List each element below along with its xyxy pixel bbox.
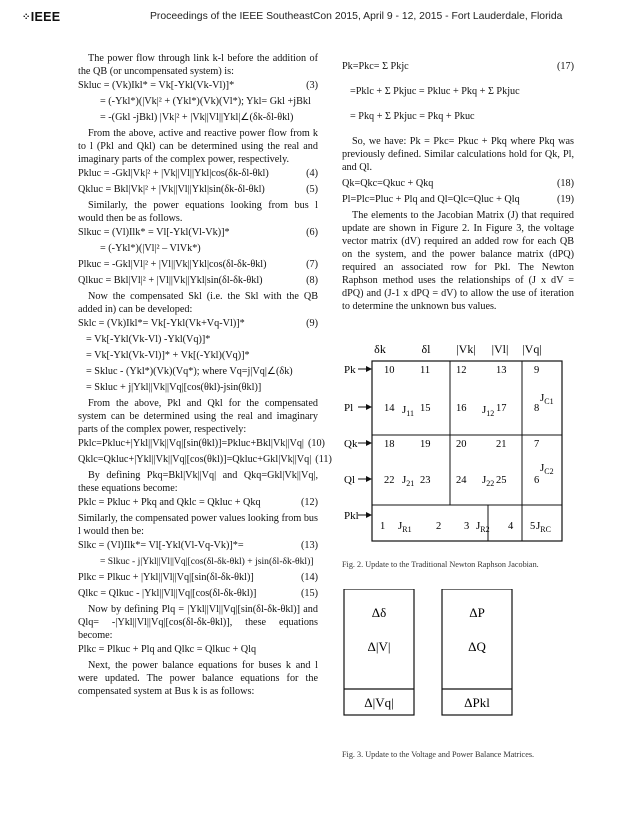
paragraph: From the above, Pkl and Qkl for the compensated system can be determined using the real and imaginary parts of the complex power, respectively: bbox=[78, 398, 318, 435]
voltage-power-matrices bbox=[342, 589, 574, 744]
paragraph: Next, the power balance equations for buses k and l were updated. The power balance equations for the compensated system at Bus k is as follows: bbox=[78, 660, 318, 697]
dpq-vector-entry: ΔPkl bbox=[464, 695, 490, 710]
equation-3: Skluc = (Vk)Ikl* = Vk[-Ykl(Vk-Vl)]* (3) bbox=[78, 80, 318, 91]
paragraph: So, we have: Pk = Pkc= Pkuc + Pkq where Pkq was previously defined. Similar calculations hold for Qk, Pl, and Ql. bbox=[342, 136, 574, 173]
column-label: |Vl| bbox=[491, 342, 509, 356]
equation-9: Sklc = (Vk)Ikl*= Vk[-Ykl(Vk+Vq-Vl)]* (9) bbox=[78, 318, 318, 329]
equation-6: Slkuc = (Vl)Ilk* = Vl[-Ykl(Vl-Vk)]* (6) bbox=[78, 227, 318, 238]
equation-19: Pl=Plc=Pluc + Plq and Ql=Qlc=Qluc + Qlq (19) bbox=[342, 194, 574, 205]
equation-7: Plkuc = -Gkl|Vl|² + |Vl||Vk||Ykl|cos(δl-δk-θkl) (7) bbox=[78, 259, 318, 270]
paragraph: Now the compensated Skl (i.e. the Skl with the QB added in) can be developed: bbox=[78, 291, 318, 315]
page-header bbox=[0, 10, 638, 30]
jacobian-cell: 13 bbox=[496, 365, 507, 376]
arrow-head bbox=[366, 476, 372, 482]
equation-line: = Vk[-Ykl(Vk-Vl)]* + Vk[(-Ykl)(Vq)]* bbox=[86, 350, 250, 361]
arrow-head bbox=[366, 366, 372, 372]
row-label: Pl bbox=[344, 402, 354, 414]
dpq-vector-entry: ΔQ bbox=[468, 639, 486, 654]
jacobian-cell: 9 bbox=[534, 365, 540, 376]
jacobian-cell: 21 bbox=[496, 439, 507, 450]
block-label: $J_{R1}$ bbox=[398, 520, 412, 534]
jacobian-cell: 11 bbox=[420, 365, 431, 376]
paragraph: From the above, active and reactive power flow from k to l (Pkl and Qkl) can be determined using the real and imaginary parts of the complex power, respectively. bbox=[78, 128, 318, 165]
equation-18: Qk=Qkc=Qkuc + Qkq (18) bbox=[342, 178, 574, 189]
equation-13: Slkc = (Vl)Ilk*= Vl[-Ykl(Vl-Vq-Vk)]*= (13) bbox=[78, 540, 318, 551]
jacobian-cell: 16 bbox=[456, 403, 467, 414]
jacobian-cell: 22 bbox=[384, 475, 395, 486]
arrow-head bbox=[366, 404, 372, 410]
paragraph: Similarly, the compensated power values looking from bus l would then be: bbox=[78, 513, 318, 537]
jacobian-cell: 12 bbox=[456, 365, 467, 376]
block-label: $J_{11}$ bbox=[402, 404, 414, 418]
equation-line: = -(Gkl -jBkl) |Vk|² + |Vk||Vl||Ykl|∠(δk-δl-θkl) bbox=[100, 112, 294, 123]
block-label: $J_{C1}$ bbox=[540, 392, 554, 406]
row-label: Qk bbox=[344, 438, 358, 450]
block-label: $J_{12}$ bbox=[482, 404, 495, 418]
equation-line: = Pkq + Σ Pkjuc = Pkq + Pkuc bbox=[350, 111, 475, 122]
block-label: $J_{22}$ bbox=[482, 474, 495, 488]
column-label: |Vk| bbox=[456, 342, 476, 356]
paragraph: The power flow through link k-l before the addition of the QB (or uncompensated system) is: bbox=[78, 53, 318, 77]
equation-line: = Vk[-Ykl(Vk-Vl) -Ykl(Vq)]* bbox=[86, 334, 211, 345]
row-label: Pkl bbox=[344, 510, 359, 522]
jacobian-matrix bbox=[342, 319, 574, 554]
equation-4: Pkluc = -Gkl|Vk|² + |Vk||Vl||Ykl|cos(δk-δl-θkl) (4) bbox=[78, 168, 318, 179]
dv-vector-entry: Δδ bbox=[371, 605, 387, 620]
equation-11: Qklc=Qkluc+|Ykl||Vk||Vq|[cos(θkl)]=Qkluc+Gkl|Vk||Vq| (11) bbox=[78, 454, 332, 465]
jacobian-cell: 3 bbox=[464, 521, 470, 532]
dpq-vector-entry: ΔP bbox=[469, 605, 485, 620]
equation-8: Qlkuc = Bkl|Vl|² + |Vl||Vk||Ykl|sin(δl-δk-θkl) (8) bbox=[78, 275, 318, 286]
paragraph: Now by defining Plq = |Ykl||Vl||Vq|[sin(δl-δk-θkl)] and Qlq= -|Ykl||Vl||Vq|[cos(δl-δk-θkl)], these equations become: bbox=[78, 604, 318, 641]
ieee-logo: ⁘IEEE bbox=[22, 10, 61, 24]
jacobian-cell: 5 bbox=[530, 521, 536, 532]
dv-vector-entry: Δ|Vq| bbox=[364, 695, 394, 710]
jacobian-cell: 7 bbox=[534, 439, 540, 450]
jacobian-cell: 24 bbox=[456, 475, 467, 486]
equation-14: Plkc = Plkuc + |Ykl||Vl||Vq|[sin(δl-δk-θkl)] (14) bbox=[78, 572, 318, 583]
right-column bbox=[342, 52, 574, 761]
block-label: $J_{RC}$ bbox=[536, 520, 551, 534]
jacobian-cell: 19 bbox=[420, 439, 431, 450]
figure-2-caption: Fig. 2. Update to the Traditional Newton Raphson Jacobian. bbox=[342, 560, 539, 569]
equation-line: = Skluc + j|Ykl||Vk||Vq|[cos(θkl)-jsin(θkl)] bbox=[86, 382, 262, 393]
proceedings-title: Proceedings of the IEEE SoutheastCon 2015, April 9 - 12, 2015 - Fort Lauderdale, Florida bbox=[150, 11, 563, 22]
dv-vector-entry: Δ|V| bbox=[367, 639, 391, 654]
equation-16: Plkc = Plkuc + Plq and Qlkc = Qlkuc + Qlq bbox=[78, 644, 257, 655]
row-label: Ql bbox=[344, 474, 355, 486]
jacobian-cell: 25 bbox=[496, 475, 507, 486]
equation-15: Qlkc = Qlkuc - |Ykl||Vl||Vq|[cos(δl-δk-θkl)] (15) bbox=[78, 588, 318, 599]
equation-5: Qkluc = Bkl|Vk|² + |Vk||Vl||Ykl|sin(δk-δl-θkl) (5) bbox=[78, 184, 318, 195]
jacobian-cell: 17 bbox=[496, 403, 507, 414]
jacobian-cell: 18 bbox=[384, 439, 395, 450]
vector-matrices-figure bbox=[342, 589, 574, 744]
jacobian-cell: 23 bbox=[420, 475, 431, 486]
equation-line: = Skluc - (Ykl*)(Vk)(Vq*); where Vq=j|Vq|∠(δk) bbox=[86, 366, 293, 377]
row-label: Pk bbox=[344, 364, 356, 376]
block-label: $J_{C2}$ bbox=[540, 462, 554, 476]
arrow-head bbox=[366, 512, 372, 518]
jacobian-cell: 2 bbox=[436, 521, 442, 532]
jacobian-cell: 14 bbox=[384, 403, 395, 414]
column-label: |Vq| bbox=[522, 342, 542, 356]
equation-17: Pk=Pkc= Σ Pkjc (17) bbox=[342, 61, 574, 72]
figure-3-caption: Fig. 3. Update to the Voltage and Power Balance Matrices. bbox=[342, 750, 535, 759]
equation-line: = (-Ykl*)(|Vk|² + (Ykl*)(Vk)(Vl*); Ykl= Gkl +jBkl bbox=[100, 96, 311, 107]
jacobian-cell: 20 bbox=[456, 439, 467, 450]
jacobian-border bbox=[372, 361, 562, 541]
equation-10: Pklc=Pkluc+|Ykl||Vk||Vq|[sin(θkl)]=Pkluc+Bkl|Vk||Vq| (10) bbox=[78, 438, 325, 449]
equation-line: =Pklc + Σ Pkjuc = Pkluc + Pkq + Σ Pkjuc bbox=[350, 86, 520, 97]
jacobian-cell: 15 bbox=[420, 403, 431, 414]
block-label: $J_{R2}$ bbox=[476, 520, 490, 534]
equation-line: = (-Ykl*)(|Vl|² – VlVk*) bbox=[100, 243, 201, 254]
jacobian-cell: 10 bbox=[384, 365, 395, 376]
jacobian-cell: 8 bbox=[534, 403, 540, 414]
paragraph: The elements to the Jacobian Matrix (J) that required update are shown in Figure 2. In Figure 3, the voltage vector matrix (dV) required an added row for each QB on the system, and the power balance matrix (dPQ) required an associated row for Pkl. The Newton Raphson method uses the relationships of (J x dV = dPQ) and (J-1 x dPQ = dV) to allow the use of iteration to determine the unknown bus values. bbox=[342, 210, 574, 312]
paragraph: By defining Pkq=Bkl|Vk||Vq| and Qkq=Gkl|Vk||Vq|, these equations become: bbox=[78, 470, 318, 494]
left-column bbox=[78, 52, 332, 699]
jacobian-cell: 1 bbox=[380, 521, 386, 532]
block-label: $J_{21}$ bbox=[402, 474, 415, 488]
column-label: δk bbox=[374, 342, 386, 356]
equation-line: = Slkuc - j|Ykl||Vl||Vq|[cos(δl-δk-θkl) + jsin(δl-δk-θkl)] bbox=[100, 556, 314, 567]
paragraph: Similarly, the power equations looking from bus l would then be as follows. bbox=[78, 200, 318, 224]
jacobian-cell: 4 bbox=[508, 521, 514, 532]
equation-12: Pklc = Pkluc + Pkq and Qklc = Qkluc + Qkq (12) bbox=[78, 497, 318, 508]
arrow-head bbox=[366, 440, 372, 446]
jacobian-cell: 6 bbox=[534, 475, 540, 486]
jacobian-figure bbox=[342, 319, 574, 554]
column-label: δl bbox=[421, 342, 431, 356]
